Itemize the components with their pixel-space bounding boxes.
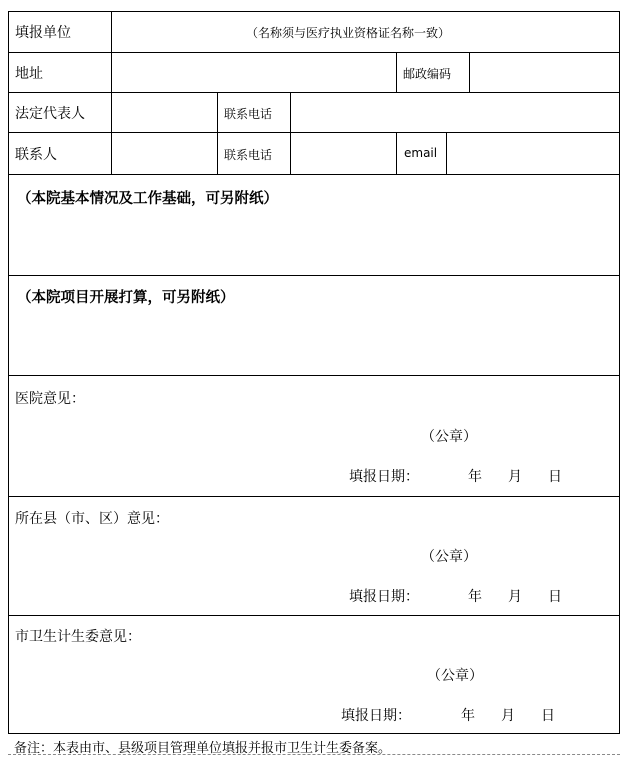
unit-name-field[interactable] (112, 12, 619, 52)
county-opinion-section[interactable] (9, 497, 619, 616)
opinion-title: 市卫生计生委意见： (15, 629, 141, 645)
contact-phone-field[interactable] (291, 133, 396, 174)
phone-label: 联系电话 (224, 107, 273, 121)
divider (217, 93, 218, 132)
day-label: 日 (541, 708, 555, 724)
year-label: 年 (468, 589, 482, 605)
footer-note: 备注：本表由市、县级项目管理单位填报并报市卫生计生委备案。 (14, 741, 392, 756)
month-label: 月 (501, 708, 515, 724)
project-plan-prompt: （本院项目开展打算，可另附纸） (17, 290, 235, 306)
legal-rep-phone-field[interactable] (291, 93, 619, 132)
footer-divider (8, 754, 620, 755)
month-label: 月 (508, 469, 522, 485)
divider (217, 133, 218, 174)
contact-label: 联系人 (15, 147, 57, 163)
opinion-title: 医院意见： (15, 391, 85, 407)
month-label: 月 (508, 589, 522, 605)
legal-rep-field[interactable] (112, 93, 217, 132)
contact-field[interactable] (112, 133, 217, 174)
postcode-field[interactable] (470, 53, 619, 92)
contact-row (9, 133, 619, 175)
address-label: 地址 (15, 66, 43, 82)
address-row (9, 53, 619, 93)
postcode-label: 邮政编码 (403, 67, 452, 81)
seal-label: （公章） (427, 668, 483, 684)
application-form-table (8, 11, 620, 734)
year-label: 年 (468, 469, 482, 485)
email-label: email (404, 146, 438, 160)
date-label: 填报日期： (349, 589, 419, 605)
date-label: 填报日期： (341, 708, 411, 724)
address-field[interactable] (112, 53, 396, 92)
seal-label: （公章） (421, 429, 477, 445)
basic-info-prompt: （本院基本情况及工作基础，可另附纸） (17, 191, 278, 207)
legal-rep-label: 法定代表人 (15, 106, 85, 122)
hospital-opinion-section[interactable] (9, 376, 619, 497)
date-label: 填报日期： (349, 469, 419, 485)
seal-label: （公章） (421, 549, 477, 565)
city-commission-opinion-section[interactable] (9, 616, 619, 733)
unit-label: 填报单位 (15, 25, 71, 41)
divider (396, 133, 397, 174)
phone-label: 联系电话 (224, 148, 273, 162)
divider (396, 53, 397, 92)
day-label: 日 (548, 469, 562, 485)
legal-representative-row (9, 93, 619, 133)
basic-info-section[interactable] (9, 175, 619, 276)
year-label: 年 (461, 708, 475, 724)
project-plan-section[interactable] (9, 276, 619, 376)
day-label: 日 (548, 589, 562, 605)
email-field[interactable] (447, 133, 619, 174)
unit-name-hint: （名称须与医疗执业资格证名称一致） (246, 26, 451, 40)
unit-row (9, 12, 619, 53)
opinion-title: 所在县（市、区）意见： (15, 511, 169, 527)
